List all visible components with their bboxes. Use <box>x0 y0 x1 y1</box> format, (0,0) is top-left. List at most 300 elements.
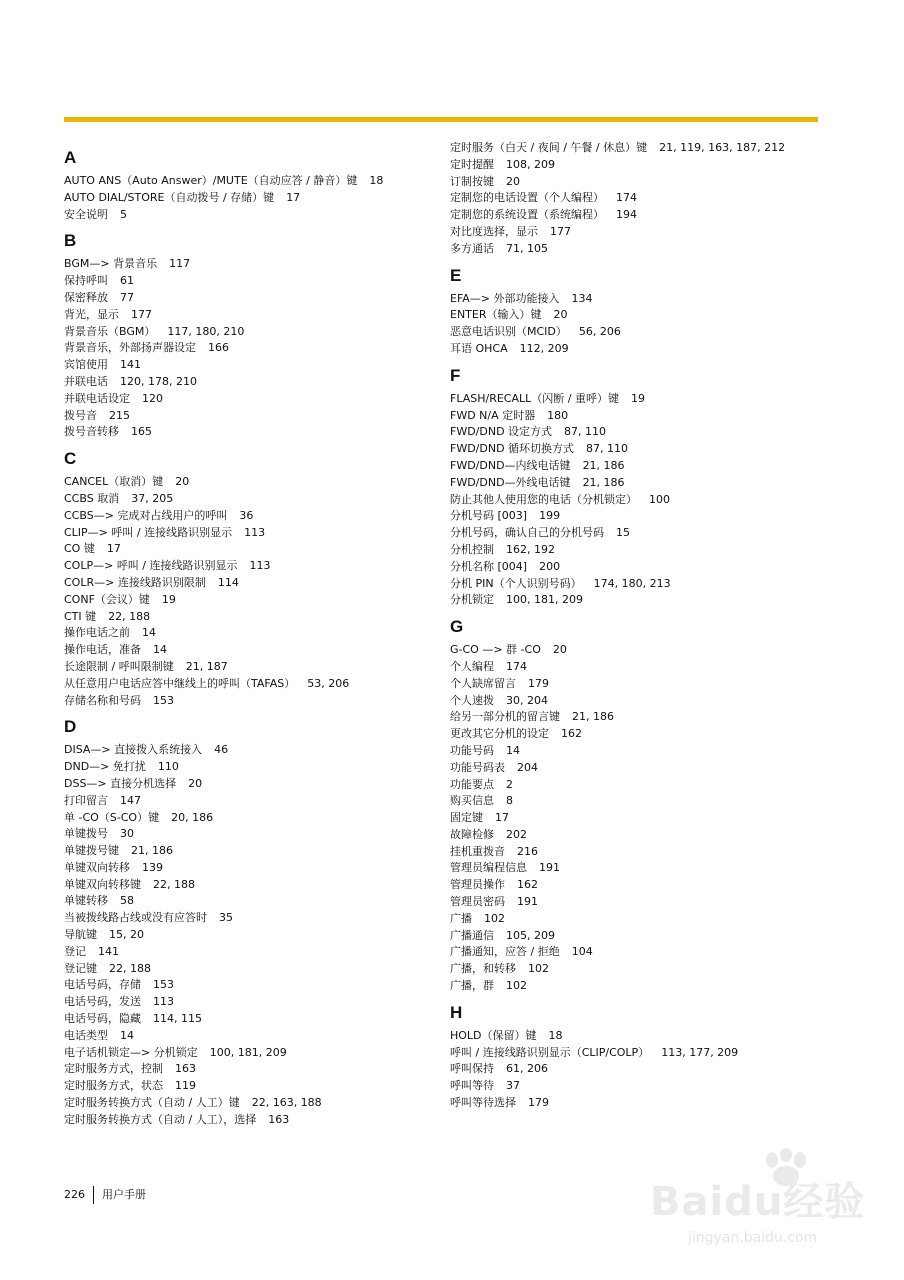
page-footer <box>64 1186 146 1204</box>
index-entry <box>450 743 830 760</box>
index-entry <box>450 1045 830 1062</box>
index-term: FLASH/RECALL（闪断 / 重呼）键 <box>450 391 619 405</box>
index-pages: 30 <box>120 827 134 841</box>
index-pages: 117, 180, 210 <box>167 324 245 338</box>
index-entry <box>64 190 444 207</box>
index-entry <box>64 424 444 441</box>
index-entry <box>64 307 444 324</box>
watermark-url: jingyan.baidu.com <box>688 1230 818 1246</box>
index-pages: 20 <box>188 776 203 790</box>
index-pages: 117 <box>169 257 191 271</box>
index-pages: 100, 181, 209 <box>209 1045 287 1059</box>
header-rule <box>64 117 818 122</box>
index-term: BGM—> 背景音乐 <box>64 257 158 271</box>
index-entry <box>450 827 830 844</box>
index-term: 挂机重拨音 <box>450 844 505 858</box>
section-entries <box>450 1028 830 1112</box>
index-entry <box>450 1028 830 1045</box>
index-entry <box>450 492 830 509</box>
index-entry <box>64 374 444 391</box>
index-entry <box>450 1061 830 1078</box>
index-pages: 53, 206 <box>307 676 350 690</box>
index-term: DISA—> 直接拨入系统接入 <box>64 743 203 757</box>
index-entry <box>450 944 830 961</box>
index-pages: 166 <box>208 341 229 355</box>
index-term: 个人编程 <box>450 659 494 673</box>
index-entry <box>64 1011 444 1028</box>
index-entry <box>450 777 830 794</box>
index-pages: 21, 186 <box>131 844 173 858</box>
index-entry <box>64 609 444 626</box>
index-entry <box>64 977 444 994</box>
index-term: 定时服务方式，状态 <box>64 1079 163 1093</box>
index-pages: 37 <box>506 1079 520 1093</box>
section-letter: G <box>450 617 464 637</box>
index-term: 功能号码 <box>450 743 494 757</box>
index-entry <box>64 810 444 827</box>
index-pages: 14 <box>142 626 156 640</box>
index-term: 定时服务转换方式（自动 / 人工）键 <box>64 1096 240 1110</box>
index-term: 广播通知，应答 / 拒绝 <box>450 945 560 959</box>
index-pages: 77 <box>120 290 134 304</box>
index-term: 登记 <box>64 944 86 958</box>
index-term: 呼叫等待选择 <box>450 1096 516 1110</box>
index-term: 电子话机锁定—> 分机锁定 <box>64 1045 198 1059</box>
index-term: 管理员密码 <box>450 895 505 909</box>
index-entry <box>64 592 444 609</box>
index-entry <box>64 877 444 894</box>
index-pages: 105, 209 <box>506 928 555 942</box>
index-pages: 21, 186 <box>572 710 614 724</box>
index-entry <box>450 760 830 777</box>
index-entry <box>450 559 830 576</box>
index-entry <box>450 391 830 408</box>
index-term: CO 键 <box>64 542 95 556</box>
index-pages: 102 <box>528 962 549 976</box>
index-pages: 141 <box>120 358 141 372</box>
index-pages: 114 <box>217 575 239 589</box>
index-pages: 113 <box>244 525 266 539</box>
index-entry <box>450 224 830 241</box>
index-term: FWD/DND 循环切换方式 <box>450 442 575 456</box>
index-entry <box>64 408 444 425</box>
index-term: FWD/DND 设定方式 <box>450 425 553 439</box>
index-pages: 163 <box>268 1112 290 1126</box>
index-term: 功能号码表 <box>450 760 505 774</box>
index-term: 分机号码 [003] <box>450 509 528 523</box>
index-pages: 71, 105 <box>506 241 548 255</box>
index-entry <box>450 894 830 911</box>
index-entry <box>64 491 444 508</box>
index-term: 电话号码，隐藏 <box>64 1012 141 1026</box>
index-term: 更改其它分机的设定 <box>450 727 549 741</box>
index-pages: 37, 205 <box>131 491 174 505</box>
index-term: 存储名称和号码 <box>64 693 141 707</box>
section-entries <box>64 256 444 441</box>
index-term: 耳语 OHCA <box>450 341 508 355</box>
index-entry <box>450 709 830 726</box>
index-term: 恶意电话识别（MCID） <box>450 325 567 339</box>
index-entry <box>450 525 830 542</box>
index-pages: 216 <box>517 844 538 858</box>
index-term: 从任意用户电话应答中继线上的呼叫（TAFAS） <box>64 676 296 690</box>
index-term: 广播，和转移 <box>450 962 516 976</box>
index-term: 电话号码，存储 <box>64 978 141 992</box>
index-pages: 5 <box>120 207 127 221</box>
index-entry <box>64 776 444 793</box>
index-term: 打印留言 <box>64 793 108 807</box>
index-entry <box>450 642 830 659</box>
index-pages: 200 <box>539 559 561 573</box>
index-entry <box>64 173 444 190</box>
page-number: 226 <box>64 1188 85 1201</box>
index-entry <box>64 676 444 693</box>
index-entry <box>64 290 444 307</box>
index-pages: 20 <box>553 308 568 322</box>
index-term: EFA—> 外部功能接入 <box>450 291 560 305</box>
index-term: CTI 键 <box>64 609 97 623</box>
index-term: 并联电话 <box>64 374 108 388</box>
index-term: 呼叫等待 <box>450 1079 494 1093</box>
index-entry <box>450 408 830 425</box>
index-term: 防止其他人使用您的电话（分机锁定） <box>450 492 637 506</box>
footer-label: 用户手册 <box>102 1188 146 1201</box>
index-term: 单 -CO（S-CO）键 <box>64 810 160 824</box>
index-term: 分机控制 <box>450 542 494 556</box>
index-entry <box>450 659 830 676</box>
index-term: FWD/DND—外线电话键 <box>450 475 571 489</box>
index-entry <box>64 357 444 374</box>
continued-entries <box>450 140 830 258</box>
index-entry <box>450 542 830 559</box>
index-entry <box>64 961 444 978</box>
index-entry <box>450 140 830 157</box>
section-letter: C <box>64 449 77 469</box>
index-entry <box>64 575 444 592</box>
index-term: COLR—> 连接线路识别限制 <box>64 575 206 589</box>
index-term: G-CO —> 群 -CO <box>450 643 541 657</box>
section-letter: A <box>64 148 77 167</box>
index-entry <box>450 576 830 593</box>
index-entry <box>64 207 444 224</box>
index-pages: 177 <box>131 307 152 321</box>
index-pages: 2 <box>506 777 513 791</box>
index-term: CCBS—> 完成对占线用户的呼叫 <box>64 508 228 522</box>
index-pages: 114, 115 <box>153 1012 202 1026</box>
index-term: CLIP—> 呼叫 / 连接线路识别显示 <box>64 525 233 539</box>
index-term: 电话类型 <box>64 1028 108 1042</box>
baidu-watermark <box>640 1148 880 1268</box>
index-term: 背景音乐（BGM） <box>64 324 156 338</box>
index-entry <box>64 944 444 961</box>
index-pages: 194 <box>616 208 637 222</box>
index-pages: 22, 163, 188 <box>251 1096 322 1110</box>
index-pages: 17 <box>495 811 509 825</box>
index-entry <box>64 1028 444 1045</box>
index-term: 分机 PIN（个人识别号码） <box>450 576 582 590</box>
index-term: 电话号码，发送 <box>64 995 141 1009</box>
index-entry <box>64 642 444 659</box>
index-entry <box>450 928 830 945</box>
index-entry <box>450 424 830 441</box>
index-term: DND—> 免打扰 <box>64 760 146 774</box>
index-term: 定制您的系统设置（系统编程） <box>450 208 604 222</box>
index-pages: 174 <box>616 191 637 205</box>
index-entry <box>450 307 830 324</box>
index-entry <box>64 391 444 408</box>
index-term: 操作电话之前 <box>64 626 130 640</box>
index-entry <box>64 826 444 843</box>
index-entry <box>64 1112 444 1129</box>
section-letter: D <box>64 717 77 737</box>
index-entry <box>450 207 830 224</box>
index-entry <box>450 877 830 894</box>
index-term: 背光，显示 <box>64 307 119 321</box>
section-entries <box>450 291 830 358</box>
index-entry <box>64 693 444 710</box>
section-letter: B <box>64 231 77 251</box>
index-term: 给另一部分机的留言键 <box>450 710 560 724</box>
index-pages: 102 <box>484 911 505 925</box>
index-term: 单键双向转移键 <box>64 877 141 891</box>
index-term: 并联电话设定 <box>64 391 130 405</box>
index-term: 拨号音转移 <box>64 425 119 439</box>
index-term: 广播 <box>450 911 472 925</box>
index-entry <box>450 961 830 978</box>
index-pages: 61, 206 <box>506 1062 548 1076</box>
index-pages: 191 <box>539 861 560 875</box>
index-term: 导航键 <box>64 928 97 942</box>
index-pages: 113 <box>249 559 271 573</box>
index-pages: 163 <box>175 1062 196 1076</box>
index-entry <box>64 1061 444 1078</box>
index-pages: 165 <box>131 425 152 439</box>
index-entry <box>64 759 444 776</box>
index-pages: 147 <box>120 793 141 807</box>
index-entry <box>64 742 444 759</box>
index-term: FWD N/A 定时器 <box>450 408 536 422</box>
index-term: 单键拨号 <box>64 827 108 841</box>
index-pages: 100, 181, 209 <box>506 593 583 607</box>
index-pages: 14 <box>153 643 167 657</box>
footer-separator <box>93 1186 94 1204</box>
index-term: 定制您的电话设置（个人编程） <box>450 191 604 205</box>
index-entry <box>64 893 444 910</box>
index-pages: 113 <box>153 995 174 1009</box>
index-term: 安全说明 <box>64 207 108 221</box>
section-entries <box>450 642 830 995</box>
index-pages: 113, 177, 209 <box>661 1045 739 1059</box>
index-term: 呼叫 / 连接线路识别显示（CLIP/COLP） <box>450 1045 650 1059</box>
index-entry <box>450 592 830 609</box>
index-pages: 110 <box>157 760 179 774</box>
index-pages: 8 <box>506 794 513 808</box>
index-pages: 104 <box>571 945 593 959</box>
index-term: 购买信息 <box>450 794 494 808</box>
index-term: 单键拨号键 <box>64 844 119 858</box>
index-entry <box>64 843 444 860</box>
index-pages: 112, 209 <box>519 341 569 355</box>
index-term: 广播通信 <box>450 928 494 942</box>
index-entry <box>450 241 830 258</box>
index-pages: 162 <box>517 878 538 892</box>
index-column-right <box>450 140 830 1118</box>
index-pages: 58 <box>120 894 134 908</box>
index-entry <box>64 860 444 877</box>
index-entry <box>64 324 444 341</box>
index-pages: 174 <box>506 659 527 673</box>
index-pages: 15, 20 <box>109 928 144 942</box>
index-term: 分机名称 [004] <box>450 559 528 573</box>
index-pages: 162, 192 <box>506 542 555 556</box>
index-column-left <box>64 140 444 1135</box>
index-pages: 56, 206 <box>578 325 621 339</box>
index-entry <box>450 458 830 475</box>
index-pages: 17 <box>106 542 121 556</box>
index-term: 定时服务转换方式（自动 / 人工），选择 <box>64 1112 257 1126</box>
index-pages: 120, 178, 210 <box>120 374 197 388</box>
index-entry <box>450 693 830 710</box>
index-term: CCBS 取消 <box>64 491 120 505</box>
index-pages: 61 <box>120 274 134 288</box>
section-letter: F <box>450 365 461 385</box>
index-pages: 46 <box>214 743 229 757</box>
index-pages: 177 <box>550 224 571 238</box>
index-pages: 139 <box>142 860 163 874</box>
index-term: ENTER（输入）键 <box>450 308 542 322</box>
index-entry <box>450 157 830 174</box>
index-pages: 162 <box>561 727 582 741</box>
index-pages: 20 <box>552 643 567 657</box>
index-entry <box>450 1078 830 1095</box>
index-pages: 19 <box>630 391 645 405</box>
index-entry <box>450 441 830 458</box>
index-term: 操作电话，准备 <box>64 643 141 657</box>
index-pages: 22, 188 <box>153 877 195 891</box>
index-term: AUTO ANS（Auto Answer）/MUTE（自动应答 / 静音）键 <box>64 174 358 187</box>
index-term: AUTO DIAL/STORE（自动拨号 / 存储）键 <box>64 190 275 204</box>
index-pages: 141 <box>98 944 119 958</box>
index-pages: 120 <box>142 391 163 405</box>
index-pages: 204 <box>517 760 538 774</box>
index-pages: 100 <box>649 492 670 506</box>
index-term: 拨号音 <box>64 408 97 422</box>
index-term: 功能要点 <box>450 777 494 791</box>
index-entry <box>64 1078 444 1095</box>
index-pages: 20 <box>506 174 520 188</box>
index-entry <box>64 625 444 642</box>
index-pages: 87, 110 <box>586 442 629 456</box>
index-pages: 179 <box>528 1096 549 1110</box>
index-pages: 215 <box>109 408 130 422</box>
index-entry <box>64 508 444 525</box>
index-entry <box>64 1095 444 1112</box>
index-pages: 134 <box>571 291 593 305</box>
index-entry <box>450 911 830 928</box>
index-pages: 202 <box>506 827 527 841</box>
index-entry <box>450 676 830 693</box>
index-term: 对比度选择，显示 <box>450 224 538 238</box>
index-entry <box>64 340 444 357</box>
index-term: CANCEL（取消）键 <box>64 475 164 489</box>
index-entry <box>450 341 830 358</box>
index-entry <box>64 659 444 676</box>
index-term: 管理员编程信息 <box>450 861 527 875</box>
index-entry <box>450 810 830 827</box>
index-term: 故障检修 <box>450 827 494 841</box>
section-entries <box>64 742 444 1128</box>
index-term: 个人缺席留言 <box>450 676 516 690</box>
index-term: 当被拨线路占线或没有应答时 <box>64 911 207 925</box>
section-entries <box>64 474 444 709</box>
index-entry <box>450 324 830 341</box>
index-entry <box>64 558 444 575</box>
index-term: 固定键 <box>450 811 483 825</box>
index-pages: 180 <box>547 408 569 422</box>
index-pages: 191 <box>517 895 538 909</box>
index-term: 背景音乐，外部扬声器设定 <box>64 341 196 355</box>
index-entry <box>64 994 444 1011</box>
index-pages: 20 <box>175 475 190 489</box>
section-letter: E <box>450 265 462 285</box>
index-pages: 119 <box>175 1079 196 1093</box>
index-term: 呼叫保持 <box>450 1062 494 1076</box>
index-pages: 15 <box>616 526 630 540</box>
index-pages: 22, 188 <box>109 961 151 975</box>
index-term: 个人速拨 <box>450 693 494 707</box>
index-entry <box>450 844 830 861</box>
index-entry <box>450 190 830 207</box>
index-term: DSS—> 直接分机选择 <box>64 776 177 790</box>
index-pages: 21, 186 <box>582 458 625 472</box>
index-pages: 174, 180, 213 <box>593 576 671 590</box>
index-pages: 35 <box>219 911 233 925</box>
index-term: 分机锁定 <box>450 593 494 607</box>
index-term: 单键双向转移 <box>64 860 130 874</box>
index-entry <box>450 726 830 743</box>
index-term: 长途限制 / 呼叫限制键 <box>64 659 174 673</box>
index-entry <box>450 174 830 191</box>
index-entry <box>450 860 830 877</box>
index-term: 定时提醒 <box>450 157 494 171</box>
section-entries <box>450 391 830 609</box>
index-pages: 21, 119, 163, 187, 212 <box>659 141 786 154</box>
index-pages: 153 <box>153 693 174 707</box>
index-term: COLP—> 呼叫 / 连接线路识别显示 <box>64 559 238 573</box>
index-entry <box>64 525 444 542</box>
index-term: 管理员操作 <box>450 878 505 892</box>
index-pages: 179 <box>528 676 549 690</box>
index-pages: 19 <box>161 592 176 606</box>
index-entry <box>64 1045 444 1062</box>
index-term: 单键转移 <box>64 894 108 908</box>
index-entry <box>64 273 444 290</box>
index-term: 广播，群 <box>450 979 494 993</box>
index-entry <box>450 475 830 492</box>
index-pages: 30, 204 <box>506 693 548 707</box>
index-term: 多方通话 <box>450 241 494 255</box>
index-pages: 14 <box>120 1028 134 1042</box>
index-entry <box>64 541 444 558</box>
index-entry <box>64 256 444 273</box>
section-letter: H <box>450 1002 463 1022</box>
index-entry <box>450 291 830 308</box>
index-entry <box>450 793 830 810</box>
index-pages: 36 <box>239 508 254 522</box>
index-term: 保密释放 <box>64 290 108 304</box>
index-entry <box>64 474 444 491</box>
index-pages: 153 <box>153 978 174 992</box>
